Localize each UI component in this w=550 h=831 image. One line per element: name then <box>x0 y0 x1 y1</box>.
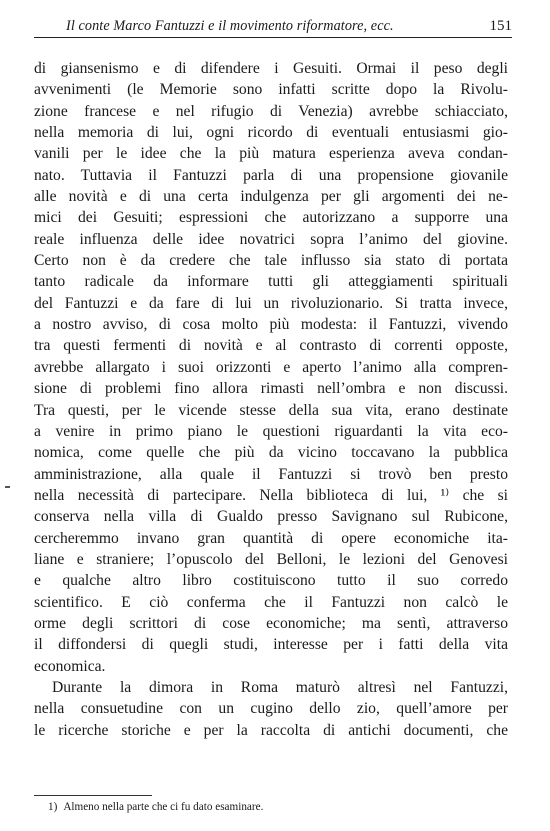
footnote-marker: 1) <box>48 801 58 813</box>
text-line: del Fantuzzi e da fare di lui un rivoluzionario. Si tratta invece, <box>34 294 508 312</box>
text-line: avvenimenti (le Memorie sono infatti scritte dopo la Rivolu- <box>34 81 508 99</box>
text-line: avrebbe allargato i suoi orizzonti e aperto l’animo alla compren- <box>34 358 508 376</box>
text-line: nella consuetudine con un cugino dello zio, quell’amore per <box>34 700 508 718</box>
text-line: reale influenza delle idee novatrici sopra l’animo del giovine. <box>34 230 508 248</box>
text-line: e qualche altro libro costituiscono tutto il suo corredo <box>34 572 508 590</box>
text-line: amministrazione, alla quale il Fantuzzi si trovò ben presto <box>34 465 508 483</box>
text-line: nella memoria di lui, ogni ricordo di eventuali entusiasmi gio- <box>34 124 508 142</box>
margin-mark <box>5 486 10 488</box>
text-line: alle novità e di una certa indulgenza per gli argomenti dei ne- <box>34 188 508 206</box>
text-line: a venire in primo piano le questioni riguardanti la vita eco- <box>34 422 508 440</box>
page-number: 151 <box>489 18 512 34</box>
text-line: sione di problemi fino allora rimasti nell’ombra e non discussi. <box>34 380 508 398</box>
text-line: nomica, come quelle che più da vicino toccavano la pubblica <box>34 444 508 462</box>
text-line: Certo non è da credere che tale influsso sia stato di portata <box>34 252 508 270</box>
text-line: Durante la dimora in Roma maturò altresì nel Fantuzzi, <box>52 678 508 696</box>
text-line: nato. Tuttavia il Fantuzzi parla di una propensione giovanile <box>34 166 508 184</box>
footnote <box>48 801 263 813</box>
text-line: vanili per le idee che la più matura esperienza aveva condan- <box>34 145 508 163</box>
text-line: a nostro avviso, di cosa molto più modesta: il Fantuzzi, vivendo <box>34 316 508 334</box>
text-line: zione francese e nel rifugio di Venezia) avrebbe schiacciato, <box>34 102 508 120</box>
text-line: liane e straniere; l’opuscolo del Belloni, le lezioni del Genovesi <box>34 550 508 568</box>
text-line: tanto radicale da informare tutti gli atteggiamenti spirituali <box>34 273 508 291</box>
running-header <box>34 14 512 38</box>
body-text <box>34 58 508 741</box>
text-line: economica. <box>34 657 106 675</box>
running-title: Il conte Marco Fantuzzi e il movimento riformatore, ecc. <box>66 18 394 34</box>
text-line: conserva nella villa di Gualdo presso Savignano sul Rubicone, <box>34 508 508 526</box>
text-line: orme degli scrittori di cose economiche; ma sentì, attraverso <box>34 614 508 632</box>
text-line: le ricerche storiche e per la raccolta di antichi documenti, che <box>34 721 508 739</box>
text-line: tra questi fermenti di novità e al contrasto di correnti opposte, <box>34 337 508 355</box>
text-line: il diffondersi di quegli studi, interesse per i fatti della vita <box>34 636 508 654</box>
text-line: mici dei Gesuiti; espressioni che autorizzano a supporre una <box>34 209 508 227</box>
footnote-divider <box>34 795 152 796</box>
footnote-text: Almeno nella parte che ci fu dato esaminare. <box>63 801 264 813</box>
text-line: scientifico. E ciò conferma che il Fantuzzi non calcò le <box>34 593 508 611</box>
text-line: nella necessità di partecipare. Nella biblioteca di lui, ¹⁾ che si <box>34 486 508 504</box>
text-line: Tra questi, per le vicende stesse della sua vita, erano destinate <box>34 401 508 419</box>
text-line: di giansenismo e di difendere i Gesuiti. Ormai il peso degli <box>34 60 508 77</box>
text-line: cercheremmo invano gran quantità di opere economiche ita- <box>34 529 508 547</box>
